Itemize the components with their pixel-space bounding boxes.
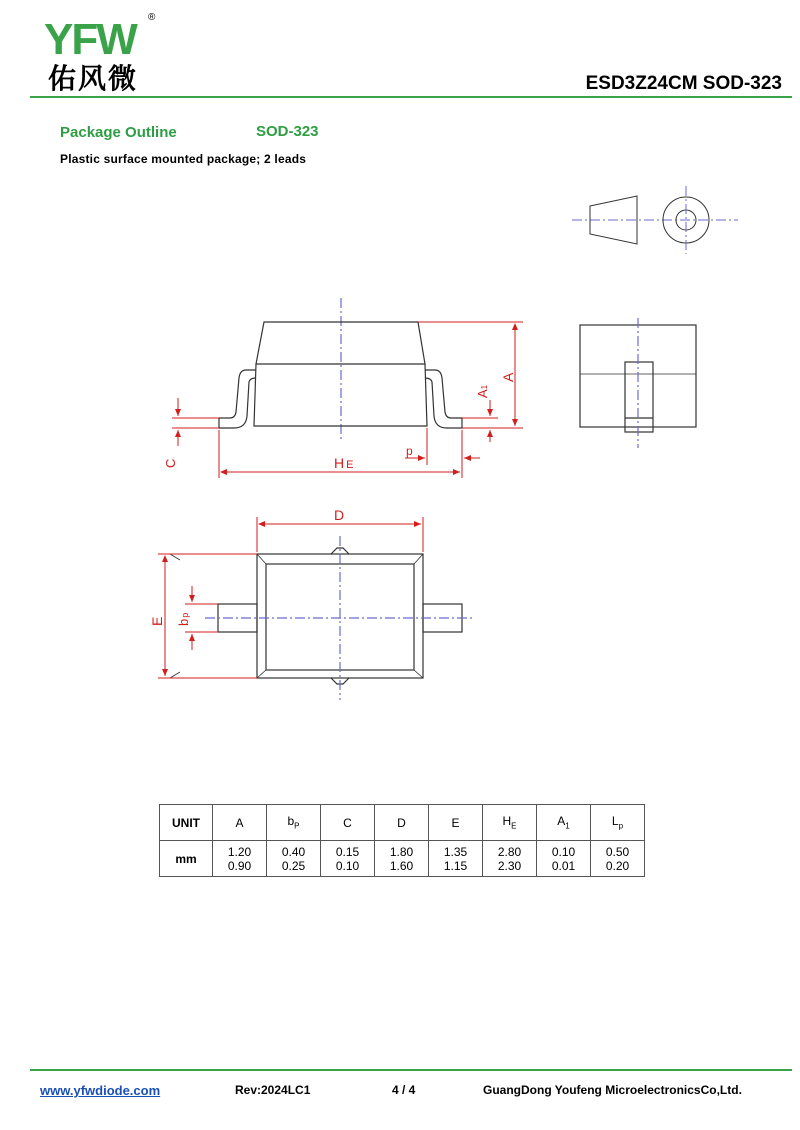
table-header-main: C [343,815,352,830]
table-header-cell [267,805,321,841]
dim-label-a: A [500,372,516,382]
value-max: 0.50 [605,844,630,859]
company-name: GuangDong Youfeng MicroelectronicsCo,Ltd. [483,1083,742,1097]
section-title: Package Outline [60,124,177,141]
table-cell [537,841,591,877]
table-cell [591,841,645,877]
dim-label-he [334,455,353,471]
table-header-main: H [502,814,512,829]
dim-label-he-sub: E [346,459,354,471]
value-min: 0.90 [227,858,252,873]
logo-latin: YFW [44,15,136,64]
dim-label-he-main: H [334,455,345,471]
table-cell [375,841,429,877]
value-min: 0.20 [605,858,630,873]
table-header-main: L [611,814,619,829]
logo-chinese: 佑风微 [48,63,139,94]
dim-label-bp-main: b [176,618,191,626]
table-header-sub: 1 [565,821,570,831]
table-cell [267,841,321,877]
dim-label-bp [176,613,191,626]
table-header-main: b [287,814,295,829]
table-header-sub: P [294,821,300,831]
table-cell [321,841,375,877]
projection-symbol [572,186,738,254]
section-description: Plastic surface mounted package; 2 leads [60,152,307,166]
dim-label-d: D [334,507,345,523]
table-header-row [160,805,645,841]
value-min: 1.60 [389,858,414,873]
value-min: 0.01 [551,858,576,873]
table-header-sub: E [511,821,517,831]
value-min: 0.25 [281,858,306,873]
table-header-main: E [451,815,460,830]
value-min: 0.10 [335,858,360,873]
value-min: 1.15 [443,858,468,873]
end-view [580,318,696,448]
dimension-table [159,804,645,877]
website-link[interactable]: www.yfwdiode.com [40,1083,161,1098]
dim-label-a1-main: A [475,389,490,398]
page-number: 4 / 4 [392,1083,416,1097]
table-header-main: A [557,814,566,829]
value-max: 2.80 [497,844,522,859]
table-header-cell [213,805,267,841]
table-row [160,841,645,877]
dim-label-a1-sub: 1 [480,384,489,390]
footer-divider [30,1069,792,1071]
value-max: 0.40 [281,844,306,859]
table-header-unit: UNIT [160,805,213,841]
value-min: 2.30 [497,858,522,873]
value-max: 0.15 [335,844,360,859]
value-max: 1.20 [227,844,252,859]
value-max: 1.35 [443,844,468,859]
dim-label-c: C [163,458,178,468]
table-unit-cell: mm [160,841,213,877]
table-header-cell [375,805,429,841]
table-header-cell [321,805,375,841]
table-header-main: D [397,815,406,830]
registered-mark: ® [148,12,156,23]
table-header-main: A [235,815,244,830]
value-max: 0.10 [551,844,576,859]
document-title: ESD3Z24CM SOD-323 [585,73,782,94]
table-header-cell [429,805,483,841]
table-header-cell [537,805,591,841]
table-cell [213,841,267,877]
table-header-cell [591,805,645,841]
value-max: 1.80 [389,844,414,859]
table-header-sub: p [618,821,624,831]
section-package: SOD-323 [256,123,319,140]
dim-label-e: E [149,616,165,626]
table-header-cell [483,805,537,841]
dim-label-bp-sub: p [180,612,190,618]
table-cell [429,841,483,877]
top-view [170,536,475,700]
dim-label-a1 [475,384,490,398]
dim-label-p: p [406,444,413,458]
revision: Rev:2024LC1 [235,1083,311,1097]
side-view [219,298,462,440]
table-cell [483,841,537,877]
